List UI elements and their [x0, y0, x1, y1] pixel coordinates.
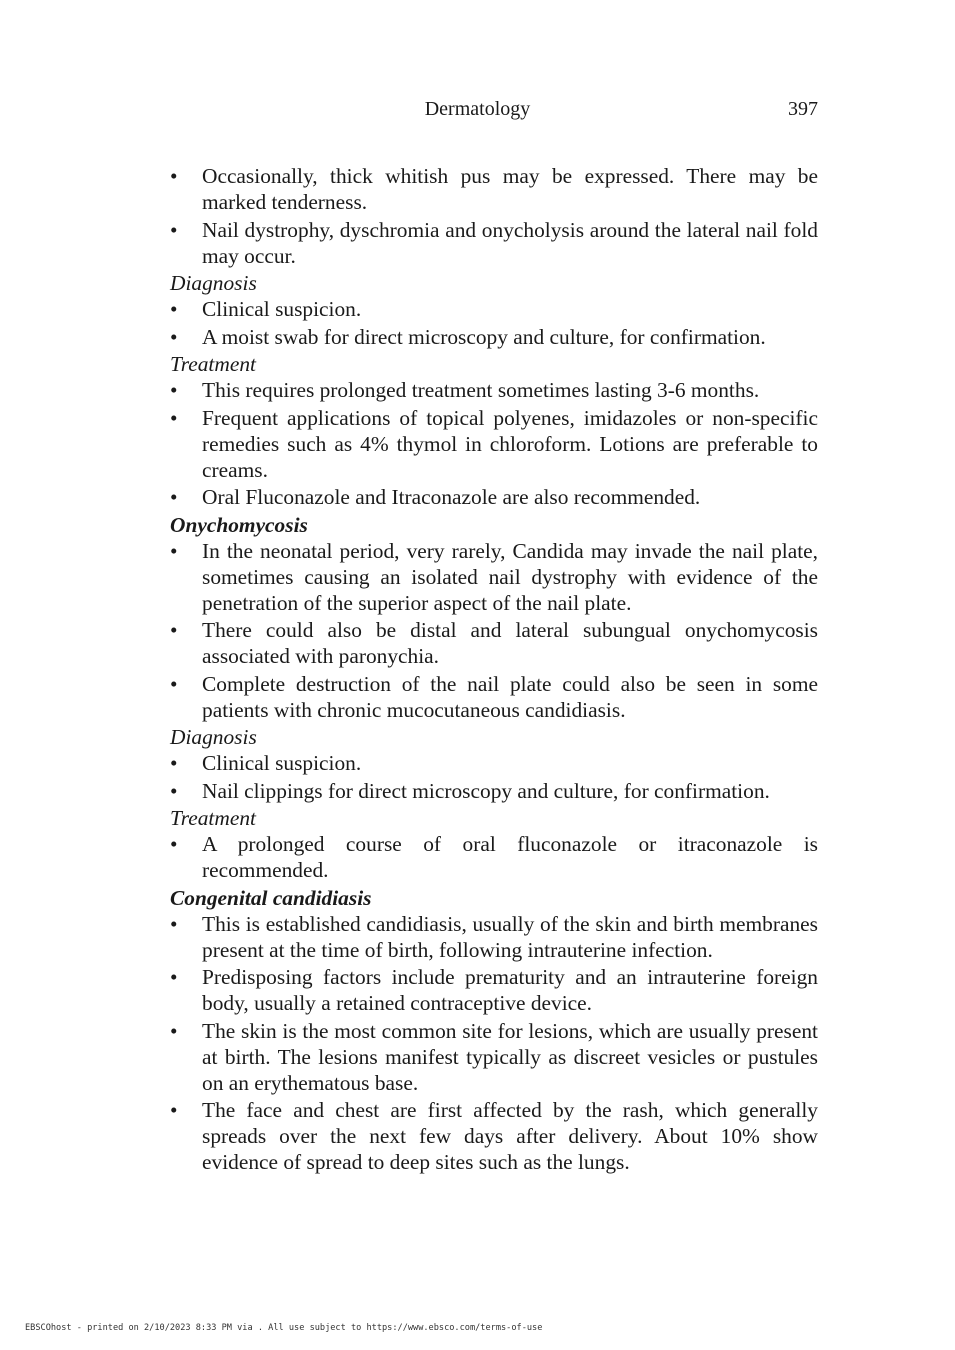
bullet-item: • Clinical suspicion.	[170, 296, 818, 322]
bullet-item: • There could also be distal and lateral subungual onychomycosis associated with paronychia.	[170, 617, 818, 669]
running-header-title: Dermatology	[424, 98, 531, 120]
page-body	[170, 163, 818, 1177]
bullet-item: • Nail dystrophy, dyschromia and onycholysis around the lateral nail fold may occur.	[170, 217, 818, 269]
subheading-diagnosis: Diagnosis	[170, 725, 257, 749]
bullet-item: • Clinical suspicion.	[170, 750, 818, 776]
bullet-item: • Occasionally, thick whitish pus may be expressed. There may be marked tenderness.	[170, 163, 818, 215]
subheading-treatment: Treatment	[170, 806, 256, 830]
print-footer: EBSCOhost - printed on 2/10/2023 8:33 PM via . All use subject to https://www.ebsco.com/terms-of-use	[25, 1323, 543, 1333]
bullet-item: • A moist swab for direct microscopy and culture, for confirmation.	[170, 324, 818, 350]
bullet-item: • Nail clippings for direct microscopy and culture, for confirmation.	[170, 778, 818, 804]
subheading-treatment: Treatment	[170, 352, 256, 376]
subheading-diagnosis: Diagnosis	[170, 271, 257, 295]
bullet-item: • Complete destruction of the nail plate could also be seen in some patients with chronic mucocutaneous candidiasis.	[170, 671, 818, 723]
bullet-item: • This requires prolonged treatment sometimes lasting 3-6 months.	[170, 377, 818, 403]
bullet-item: • Frequent applications of topical polyenes, imidazoles or non-specific remedies such as 4% thymol in chloroform. Lotions are preferable to creams.	[170, 405, 818, 483]
bullet-item: • Predisposing factors include prematurity and an intrauterine foreign body, usually a retained contraceptive device.	[170, 964, 818, 1016]
bullet-item: • In the neonatal period, very rarely, Candida may invade the nail plate, sometimes causing an isolated nail dystrophy with evidence of the penetration of the superior aspect of the nail plate.	[170, 538, 818, 616]
bullet-item: • Oral Fluconazole and Itraconazole are also recommended.	[170, 484, 818, 510]
section-heading-onychomycosis: Onychomycosis	[170, 512, 308, 537]
bullet-item: • The skin is the most common site for lesions, which are usually present at birth. The lesions manifest typically as discreet vesicles or pustules on an erythematous base.	[170, 1018, 818, 1096]
bullet-item: • A prolonged course of oral fluconazole or itraconazole is recommended.	[170, 831, 818, 883]
bullet-item: • This is established candidiasis, usually of the skin and birth membranes present at the time of birth, following intrauterine infection.	[170, 911, 818, 963]
page-number: 397	[788, 98, 818, 120]
bullet-item: • The face and chest are first affected by the rash, which generally spreads over the next few days after delivery. About 10% show evidence of spread to deep sites such as the lungs.	[170, 1097, 818, 1175]
section-heading-congenital-candidiasis: Congenital candidiasis	[170, 885, 372, 910]
